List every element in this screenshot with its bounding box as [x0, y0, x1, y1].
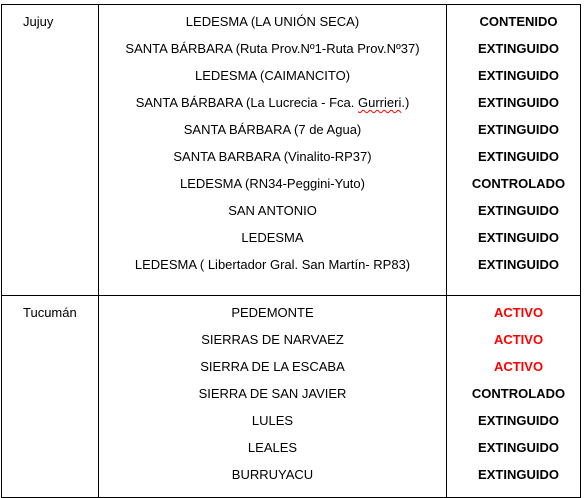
status-item: EXTINGUIDO: [478, 68, 559, 83]
status-cell: [447, 296, 581, 498]
location-item: LEDESMA: [241, 230, 304, 245]
province-name: Tucumán: [23, 305, 77, 320]
province-group-tucuman: [2, 296, 581, 498]
location-item: SANTA BARBARA (Vinalito-RP37): [173, 149, 372, 164]
status-item: EXTINGUIDO: [478, 440, 559, 455]
location-item: SANTA BÁRBARA (7 de Agua): [183, 122, 362, 137]
location-item: SANTA BÁRBARA (Ruta Prov.Nº1-Ruta Prov.Nº37): [125, 41, 420, 56]
location-item: SIERRA DE SAN JAVIER: [198, 386, 347, 401]
location-item: LEALES: [247, 440, 298, 455]
spellcheck-marked-word: Gurrieri: [358, 95, 402, 110]
location-item: LEDESMA (LA UNIÓN SECA): [185, 14, 360, 29]
location-item: PEDEMONTE: [231, 305, 314, 320]
status-item: CONTROLADO: [471, 176, 566, 191]
location-item: LEDESMA ( Libertador Gral. San Martín- RP83): [134, 257, 411, 272]
location-item: LULES: [251, 413, 294, 428]
status-item: EXTINGUIDO: [478, 257, 559, 272]
fire-status-table: [1, 4, 581, 498]
status-item: CONTENIDO: [479, 14, 558, 29]
province-name: Jujuy: [23, 14, 54, 29]
status-item-active: ACTIVO: [493, 332, 544, 347]
location-item: LEDESMA (CAIMANCITO): [194, 68, 351, 83]
status-item: EXTINGUIDO: [478, 122, 559, 137]
province-cell: [2, 296, 99, 498]
status-item-active: ACTIVO: [493, 305, 544, 320]
status-item: CONTROLADO: [471, 386, 566, 401]
location-cell: [99, 296, 447, 498]
status-item: EXTINGUIDO: [478, 467, 559, 482]
location-item: SAN ANTONIO: [228, 203, 317, 218]
location-item: SIERRAS DE NARVAEZ: [201, 332, 344, 347]
location-item: LEDESMA (RN34-Peggini-Yuto): [180, 176, 365, 191]
status-item: EXTINGUIDO: [478, 203, 559, 218]
location-item: [99, 93, 446, 120]
location-item: SIERRA DE LA ESCABA: [200, 359, 345, 374]
status-item: EXTINGUIDO: [478, 149, 559, 164]
status-item: EXTINGUIDO: [478, 95, 559, 110]
status-item: EXTINGUIDO: [478, 230, 559, 245]
province-cell: [2, 5, 99, 296]
location-cell: [99, 5, 447, 296]
status-item: EXTINGUIDO: [478, 41, 559, 56]
location-text: .): [401, 95, 410, 110]
province-group-jujuy: [2, 5, 581, 296]
location-item: BURRUYACU: [231, 467, 314, 482]
status-item: EXTINGUIDO: [478, 413, 559, 428]
location-text: SANTA BÁRBARA (La Lucrecia - Fca.: [135, 95, 358, 110]
status-cell: [447, 5, 581, 296]
status-item-active: ACTIVO: [493, 359, 544, 374]
